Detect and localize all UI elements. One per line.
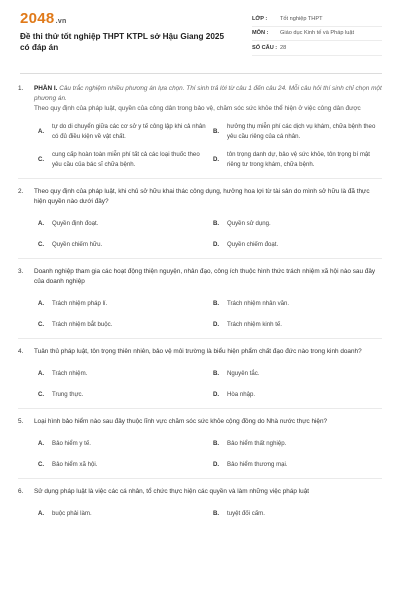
question-2 [18, 187, 382, 249]
option-b[interactable]: B. Nguyên tắc. [213, 370, 260, 377]
question-number: 1. [18, 85, 24, 92]
question-6 [18, 487, 382, 519]
question-number: 5. [18, 418, 24, 425]
question-text: Tuân thủ pháp luật, tôn trọng thiên nhiên, bảo vệ môi trường là biểu hiện phẩm chất đạo đức nào trong kinh doanh? [34, 348, 362, 355]
site-logo[interactable]: 2048.vn [20, 10, 67, 27]
option-c[interactable]: C. Trách nhiệm bắt buộc. [38, 320, 113, 328]
option-a[interactable]: A. Bảo hiểm y tế. [38, 440, 91, 447]
meta-label: SỐ CÂU : [252, 44, 278, 51]
document-title: Đề thi thử tốt nghiệp THPT KTPL sở Hậu Giang 2025 có đáp án [20, 32, 225, 52]
option-d[interactable]: D. Bảo hiểm thương mại. [213, 460, 288, 468]
question-text: Doanh nghiệp tham gia các hoạt động thiện nguyện, nhân đạo, công ích thuộc hình thức trách nhiệm xã hội nào sau đây của doanh nghiệp [34, 268, 376, 285]
question-3 [18, 267, 382, 329]
option-a[interactable]: A. Quyền định đoạt. [38, 220, 99, 227]
option-b[interactable]: B. tuyệt đối cấm. [213, 510, 265, 517]
meta-value: 28 [280, 44, 287, 51]
option-d[interactable]: D. Trách nhiệm kinh tế. [213, 320, 282, 328]
option-d[interactable]: D. tôn trọng danh dự, bảo vệ sức khỏe, tôn trọng bí mật riêng tư trong khám, chữa bệnh. [213, 151, 370, 168]
question-text: Theo quy định của pháp luật, khi chủ sở hữu khai thác công dụng, hưởng hoa lợi từ tài sản do mình sở hữu là đã thực hiện quyền nào dưới đây? [34, 188, 370, 205]
question-text: Loại hình bảo hiểm nào sau đây thuộc lĩnh vực chăm sóc sức khỏe cộng đồng do Nhà nước thực hiện? [34, 418, 328, 425]
document-header [0, 0, 400, 72]
section-title: PHẦN I. [34, 85, 58, 92]
header-divider [20, 73, 382, 74]
question-body [34, 84, 382, 114]
answer-options [38, 439, 382, 469]
answer-options [38, 369, 382, 399]
meta-row-question-count [252, 41, 382, 56]
option-a[interactable]: A. Trách nhiệm pháp lí. [38, 300, 108, 307]
question-divider [18, 178, 382, 179]
option-d[interactable]: D. Quyền chiếm đoạt. [213, 240, 279, 248]
section-heading [34, 84, 382, 104]
section-instructions: Câu trắc nghiệm nhiều phương án lựa chọn. Thí sinh trả lời từ câu 1 đến câu 24. Mỗi câu hỏi thí sinh chỉ chọn một phương án. [34, 85, 382, 102]
question-number: 3. [18, 268, 24, 275]
option-b[interactable]: B. Trách nhiệm nhân văn. [213, 300, 290, 307]
meta-label: LỚP : [252, 15, 268, 22]
meta-label: MÔN : [252, 30, 269, 37]
question-row [18, 187, 382, 207]
option-a[interactable]: A. tự do di chuyển giữa các cơ sở y tế công lập khi cả nhân có đủ điều kiện về vật chất. [38, 123, 206, 140]
question-text: Theo quy định của pháp luật, quyền của công dân trong bảo vệ, chăm sóc sức khỏe thể hiện ở việc công dân được [34, 105, 361, 112]
option-b[interactable]: B. hưởng thụ miễn phí các dịch vụ khám, chữa bệnh theo yêu cầu riêng của cá nhân. [213, 123, 376, 140]
question-divider [18, 408, 382, 409]
exam-meta-table [252, 12, 382, 56]
meta-value: Giáo dục Kinh tế và Pháp luật [280, 30, 355, 37]
answer-options [38, 219, 382, 249]
option-d[interactable]: D. Hòa nhập. [213, 390, 256, 398]
question-1 [18, 84, 382, 169]
answer-options [38, 299, 382, 329]
question-text: Sử dụng pháp luật là việc các cá nhân, tổ chức thực hiện các quyền và làm những việc pháp luật [34, 488, 310, 495]
question-5 [18, 417, 382, 469]
option-c[interactable]: C. Quyền chiếm hữu. [38, 240, 103, 248]
option-a[interactable]: A. buộc phải làm. [38, 510, 92, 517]
meta-row-subject [252, 27, 382, 42]
question-number: 4. [18, 348, 24, 355]
question-row [18, 417, 382, 427]
answer-options [38, 509, 382, 519]
question-divider [18, 478, 382, 479]
option-c[interactable]: C. Trung thực. [38, 390, 84, 398]
option-b[interactable]: B. Bảo hiểm thất nghiệp. [213, 440, 287, 447]
question-number: 6. [18, 488, 24, 495]
question-divider [18, 258, 382, 259]
question-row [18, 84, 382, 114]
question-number: 2. [18, 188, 24, 195]
question-list [18, 80, 382, 519]
meta-row-class [252, 12, 382, 27]
question-4 [18, 347, 382, 399]
question-row [18, 347, 382, 357]
option-b[interactable]: B. Quyền sử dụng. [213, 220, 271, 227]
answer-options [38, 122, 382, 169]
question-row [18, 487, 382, 497]
option-c[interactable]: C. Bảo hiểm xã hội. [38, 460, 98, 468]
question-row [18, 267, 382, 287]
question-divider [18, 338, 382, 339]
meta-value: Tốt nghiệp THPT [280, 15, 323, 22]
option-a[interactable]: A. Trách nhiệm. [38, 370, 88, 377]
option-c[interactable]: C. cung cấp hoàn toàn miễn phí tất cả các loại thuốc theo yêu cầu của bác sĩ chữa bệnh. [38, 151, 200, 168]
